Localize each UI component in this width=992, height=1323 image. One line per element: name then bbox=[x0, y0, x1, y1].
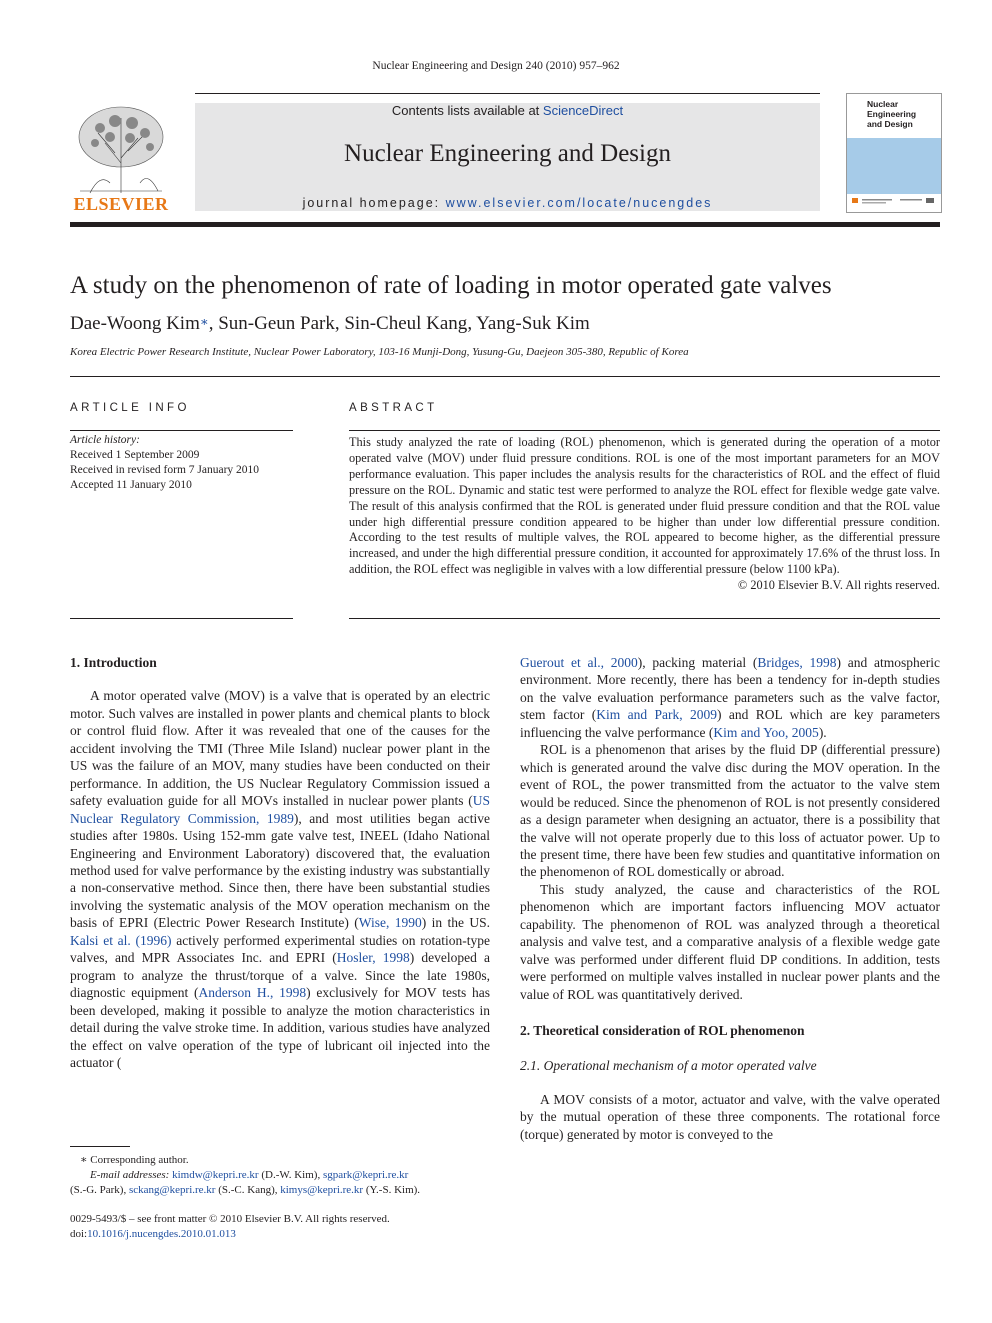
revised-date: Received in revised form 7 January 2010 bbox=[70, 464, 260, 476]
email-link[interactable]: kimdw@kepri.re.kr bbox=[172, 1169, 259, 1181]
article-info-heading: ARTICLE INFO bbox=[70, 402, 190, 414]
intro-paragraph-continued: Guerout et al., 2000), packing material (Bridges, 1998) and atmospheric environment. More recently, there has been a tendency for in-depth studies on the valve evaluation performance parameters such as the valve factor, stem factor (Kim and Park, 2009) and ROL which are key parameters influencing the valve performance (Kim and Yoo, 2005). bbox=[520, 655, 941, 740]
front-matter: 0029-5493/$ – see front matter © 2010 Elsevier B.V. All rights reserved. doi:10.1016/j.nucengdes.2010.01.013 bbox=[70, 1213, 390, 1240]
article-history bbox=[70, 433, 259, 493]
contents-prefix: Contents lists available at bbox=[391, 103, 543, 118]
article-title: A study on the phenomenon of rate of loading in motor operated gate valves bbox=[70, 272, 832, 299]
study-paragraph: This study analyzed, the cause and characteristics of the ROL phenomenon which are important factors influencing MOV actuator capability. The phenomenon of ROL was analyzed through a theoretical analysis and valve test, and a comparative analysis of a flexible wedge gate valve was performed under different fluid DP conditions. In addition, tests were performed on multiple valves installed in nuclear power plants and the value of ROL was quantitatively derived. bbox=[520, 881, 940, 1002]
publisher-logo-text: ELSEVIER bbox=[73, 194, 169, 214]
received-date: Received 1 September 2009 bbox=[70, 449, 200, 461]
ref-anderson[interactable]: Anderson H., 1998 bbox=[198, 985, 307, 1001]
ref-kim-yoo[interactable]: Kim and Yoo, 2005 bbox=[713, 724, 819, 740]
cover-footer-icon bbox=[850, 195, 938, 207]
abstract-copyright: © 2010 Elsevier B.V. All rights reserved. bbox=[737, 578, 940, 593]
author-name: Sun-Geun Park bbox=[218, 313, 335, 334]
sciencedirect-link[interactable]: ScienceDirect bbox=[542, 103, 624, 118]
intro-paragraph: A motor operated valve (MOV) is a valve that is operated by an electric motor. Such valves are installed in power plants and chemical plants to block or control fluid flow. After it was revealed that one of the causes for the accident involving the TMI (Three Mile Island) nuclear power plant in the US was the failure of an MOV, many studies have been conducted on their performance. In addition, the US Nuclear Regulatory Commission issued a safety evaluation guide for all MOVs installed in nuclear power plants (US Nuclear Regulatory Commission, 1989), and most utilities began active studies after 1980s. Using 152-mm gate valve test, INEEL (Idaho National Engineering and Environment Laboratory) discovered that, the evaluation method used for valve performance by the existing industry was substantially a non-conservative method. Since then, there have been substantial studies involving the systematic analysis of the MOV operation mechanism on the basis of EPRI (Electric Power Research Institute) (Wise, 1990) in the US. Kalsi et al. (1996) actively performed experimental studies on rotation-type valves, and MPR Associates Inc. and EPRI (Hosler, 1998) developed a program to analyze the thrust/torque of a valve. Since the late 1980s, diagnostic equipment (Anderson H., 1998) exclusively for MOV tests has been developed, making it possible to analyze the motion characteristics in detail during the valve stroke time. In addition, various studies have analyzed the effect on valve operation of the type of lubricant oil injected into the actuator ( bbox=[70, 688, 491, 1070]
abstract-bottom-rule bbox=[349, 618, 940, 619]
abstract-body bbox=[349, 435, 940, 594]
contents-line bbox=[195, 103, 820, 118]
ref-guerout[interactable]: Guerout et al., 2000 bbox=[520, 655, 638, 670]
right-column bbox=[520, 654, 940, 1143]
section-2-1-heading: 2.1. Operational mechanism of a motor operated valve bbox=[520, 1057, 817, 1073]
mov-paragraph: A MOV consists of a motor, actuator and valve, with the valve operated by the mutual operation of these three components. The rotational force (torque) generated by motor is conveyed to the bbox=[520, 1091, 940, 1142]
author-name: Yang-Suk Kim bbox=[476, 313, 590, 334]
issn-line: 0029-5493/$ – see front matter © 2010 Elsevier B.V. All rights reserved. bbox=[70, 1213, 390, 1225]
section-1-heading: 1. Introduction bbox=[70, 655, 157, 670]
affiliation: Korea Electric Power Research Institute, Nuclear Power Laboratory, 103-16 Munji-Dong, Yusung-Gu, Daejeon 305-380, Republic of Korea bbox=[70, 346, 689, 358]
email-link[interactable]: kimys@kepri.re.kr bbox=[280, 1184, 364, 1196]
abstract-heading: ABSTRACT bbox=[349, 402, 438, 414]
email-link[interactable]: sgpark@kepri.re.kr bbox=[322, 1169, 409, 1181]
corresponding-author-note: ∗ Corresponding author. bbox=[80, 1154, 189, 1166]
article-info-bottom-rule bbox=[70, 618, 293, 619]
homepage-prefix: journal homepage: bbox=[302, 196, 446, 210]
history-label: Article history: bbox=[70, 434, 140, 446]
ref-hosler[interactable]: Hosler, 1998 bbox=[336, 950, 410, 966]
corresponding-author-mark[interactable]: ∗ bbox=[199, 314, 209, 329]
header-rule bbox=[195, 93, 820, 94]
abstract-rule bbox=[349, 430, 940, 431]
rol-paragraph: ROL is a phenomenon that arises by the fluid DP (differential pressure) which is generated around the valve disc during the MOV operation. In the event of ROL, the power transmitted from the actuator to the valve stem would be reduced. Since the phenomenon of ROL is not presently considered as a design parameter when designing an actuator, there is a possibility that the valve will not operate properly due to this loss of actuator power. Up to the present time, there have been few studies and quantitative information on the phenomenon of ROL domestically or abroad. bbox=[520, 742, 940, 880]
title-rule bbox=[70, 376, 940, 377]
journal-homepage bbox=[195, 196, 820, 210]
journal-cover-thumbnail[interactable] bbox=[846, 93, 942, 213]
masthead-thick-rule bbox=[70, 222, 940, 227]
author-list: Dae-Woong Kim∗, Sun-Geun Park, Sin-Cheul Kang, Yang-Suk Kim bbox=[70, 313, 590, 334]
ref-bridges[interactable]: Bridges, 1998 bbox=[757, 655, 837, 670]
article-info-rule bbox=[70, 430, 293, 431]
footnote-rule bbox=[70, 1146, 130, 1147]
ref-kim-park[interactable]: Kim and Park, 2009 bbox=[596, 707, 718, 723]
homepage-link[interactable]: www.elsevier.com/locate/nucengdes bbox=[445, 196, 713, 210]
tree-logo-icon bbox=[70, 103, 172, 195]
accepted-date: Accepted 11 January 2010 bbox=[70, 479, 192, 491]
left-column bbox=[70, 654, 490, 1071]
footnote: ∗ Corresponding author. E-mail addresses: kimdw@kepri.re.kr (D.-W. Kim), sgpark@kepri.re.kr (S.-G. Park), sckang@kepri.re.kr (S.-C. Kang), kimys@kepri.re.kr (Y.-S. Kim). bbox=[70, 1153, 490, 1198]
ref-nrc[interactable]: US Nuclear Regulatory Commission, 1989 bbox=[70, 793, 490, 826]
author-name: Sin-Cheul Kang bbox=[344, 313, 468, 334]
cover-image bbox=[847, 138, 941, 194]
journal-citation: Nuclear Engineering and Design 240 (2010) 957–962 bbox=[372, 60, 620, 72]
email-link[interactable]: sckang@kepri.re.kr bbox=[128, 1184, 216, 1196]
elsevier-logo[interactable] bbox=[70, 103, 172, 215]
abstract-text: This study analyzed the rate of loading (ROL) phenomenon, which is generated during the operation of a motor operated valve (MOV) under fluid pressure conditions. ROL is one of the most important parameters for an MOV performance evaluation. This paper includes the analysis results for the characteristics of ROL and the effect of fluid pressure on the ROL. Dynamic and static test were performed to analyze the ROL effect for flexible wedge gate valve. The result of this analysis confirmed that the ROL is generated under fluid pressure condition and that the ROL value under high differential pressure condition appeared to be higher than under low differential pressure condition. According to the test results of multiple valves, the ROL appeared to become higher, as the differential pressure increased, and under the high differential pressure condition, it accounted for approximately 17.6% of the thrust loss. In addition, the ROL effect was negligible in valves with a low differential pressure (below 1100 kPa). bbox=[349, 435, 940, 577]
section-2-heading: 2. Theoretical consideration of ROL phenomenon bbox=[520, 1023, 805, 1039]
ref-kalsi[interactable]: Kalsi et al. (1996) bbox=[70, 932, 172, 948]
journal-name: Nuclear Engineering and Design bbox=[344, 140, 671, 167]
author-name: Dae-Woong Kim bbox=[70, 313, 200, 334]
ref-wise[interactable]: Wise, 1990 bbox=[358, 915, 422, 931]
doi-link[interactable]: 10.1016/j.nucengdes.2010.01.013 bbox=[87, 1228, 236, 1240]
cover-title: Nuclear Engineering and Design bbox=[867, 99, 917, 129]
